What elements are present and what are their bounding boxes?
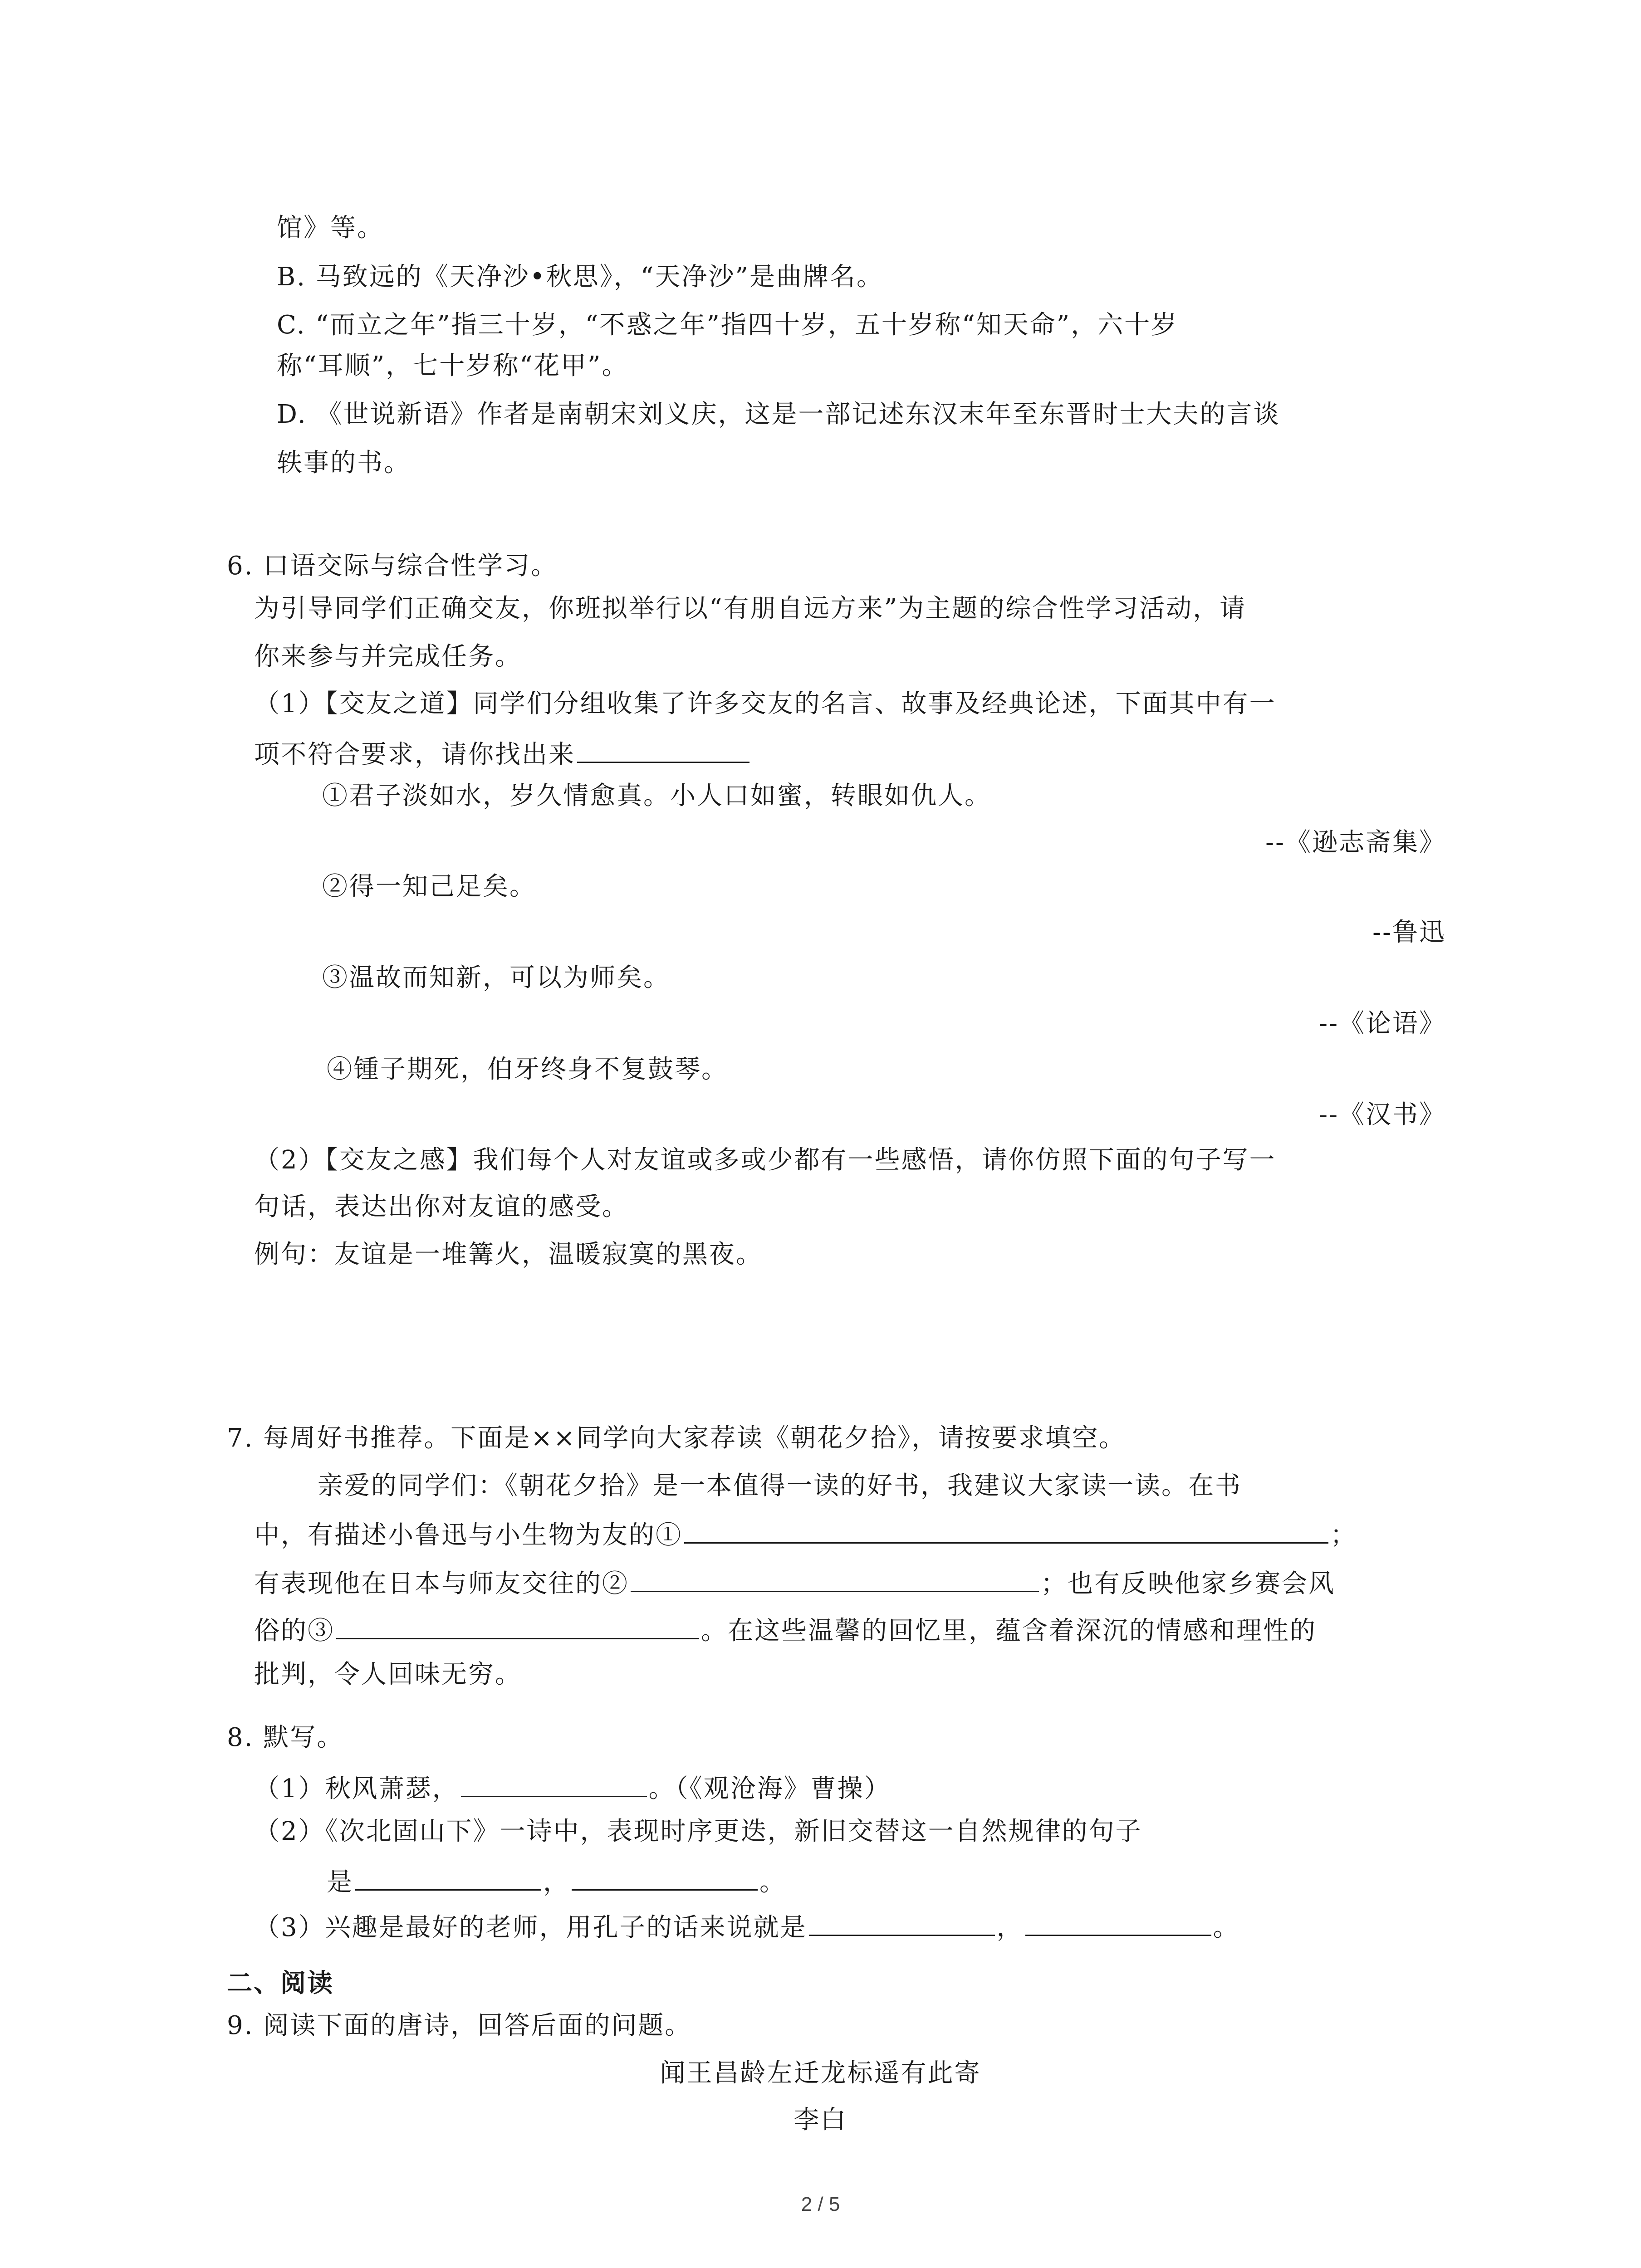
q7-line3-end: ；也有反映他家乡赛会风 bbox=[1041, 1569, 1335, 1598]
q8-item-1-text: （1）秋风萧瑟， bbox=[254, 1774, 459, 1804]
q6-intro-line1: 为引导同学们正确交友，你班拟举行以“有朋自远方来”为主题的综合性学习活动，请 bbox=[254, 594, 1247, 623]
q7-line1: 亲爱的同学们：《朝花夕拾》是一本值得一读的好书，我建议大家读一读。在书 bbox=[318, 1471, 1242, 1501]
q8-item-2-line2 bbox=[327, 1862, 786, 1899]
q8-item-3-end: 。 bbox=[1213, 1913, 1240, 1942]
q6-answer-blank[interactable] bbox=[577, 734, 749, 763]
q5-option-b: B. 马致远的《天净沙•秋思》，“天净沙”是曲牌名。 bbox=[277, 262, 884, 292]
q8-item-3 bbox=[254, 1907, 1240, 1944]
q8-item-2-text: 是 bbox=[327, 1867, 353, 1897]
q6-part2-line2: 句话，表达出你对友谊的感受。 bbox=[254, 1192, 629, 1222]
q7-line4-text: 俗的③ bbox=[254, 1616, 334, 1646]
q7-line5: 批判，令人回味无穷。 bbox=[254, 1660, 522, 1689]
q7-line3-text: 有表现他在日本与师友交往的② bbox=[254, 1569, 629, 1598]
q7-blank-2[interactable] bbox=[631, 1564, 1039, 1592]
q8-blank-1[interactable] bbox=[461, 1769, 647, 1797]
section-heading-reading: 二、阅读 bbox=[227, 1969, 334, 1998]
q5-option-d-line1: D. 《世说新语》作者是南朝宋刘义庆，这是一部记述东汉末年至东晋时士大夫的言谈 bbox=[277, 400, 1280, 429]
q6-title: 6. 口语交际与综合性学习。 bbox=[227, 551, 558, 581]
q7-blank-3[interactable] bbox=[336, 1611, 699, 1639]
q5-option-c-line2: 称“耳顺”，七十岁称“花甲”。 bbox=[277, 351, 629, 381]
q7-line4 bbox=[254, 1611, 1317, 1647]
q6-quote-3-source: --《论语》 bbox=[1319, 1009, 1446, 1038]
q8-item-1 bbox=[254, 1769, 891, 1805]
q6-part1-line2 bbox=[254, 734, 751, 771]
q8-item-3-comma: ， bbox=[996, 1913, 1024, 1942]
q6-part1-prompt: 项不符合要求，请你找出来 bbox=[254, 740, 575, 769]
q7-line2-text: 中，有描述小鲁迅与小生物为友的① bbox=[254, 1520, 682, 1550]
q7-line3 bbox=[254, 1564, 1335, 1600]
poem-title: 闻王昌龄左迁龙标遥有此寄 bbox=[660, 2058, 981, 2088]
q8-blank-3[interactable] bbox=[572, 1862, 758, 1891]
q7-line4-end: 。在这些温馨的回忆里，蕴含着深沉的情感和理性的 bbox=[701, 1616, 1317, 1646]
q6-quote-2: ②得一知己足矣。 bbox=[322, 872, 536, 901]
q8-item-3-text: （3）兴趣是最好的老师，用孔子的话来说就是 bbox=[254, 1913, 807, 1942]
q6-quote-2-source: --鲁迅 bbox=[1372, 918, 1446, 947]
q6-quote-1: ①君子淡如水，岁久情愈真。小人口如蜜，转眼如仇人。 bbox=[322, 781, 991, 811]
q5-option-a-tail: 馆》等。 bbox=[277, 213, 384, 243]
q6-quote-4: ④锺子期死，伯牙终身不复鼓琴。 bbox=[327, 1055, 728, 1084]
q8-item-2-line1: （2）《次北固山下》一诗中，表现时序更迭，新旧交替这一自然规律的句子 bbox=[254, 1817, 1142, 1846]
q8-item-1-end: 。（《观沧海》曹操） bbox=[648, 1774, 891, 1804]
q6-part1-line1: （1）【交友之道】同学们分组收集了许多交友的名言、故事及经典论述，下面其中有一 bbox=[254, 689, 1276, 719]
q8-item-2-end: 。 bbox=[759, 1867, 786, 1897]
q5-option-c-line1: C. “而立之年”指三十岁，“不惑之年”指四十岁，五十岁称“知天命”，六十岁 bbox=[277, 310, 1178, 340]
page-number: 2 / 5 bbox=[801, 2193, 840, 2215]
q6-intro-line2: 你来参与并完成任务。 bbox=[254, 642, 522, 671]
q7-blank-1[interactable] bbox=[684, 1515, 1328, 1544]
q6-part2-line1: （2）【交友之感】我们每个人对友谊或多或少都有一些感悟，请你仿照下面的句子写一 bbox=[254, 1145, 1276, 1175]
q6-quote-4-source: --《汉书》 bbox=[1319, 1100, 1446, 1129]
q6-quote-3: ③温故而知新，可以为师矣。 bbox=[322, 963, 670, 992]
q8-blank-5[interactable] bbox=[1025, 1907, 1211, 1936]
q7-line2 bbox=[254, 1515, 1357, 1552]
q7-line2-end: ； bbox=[1330, 1520, 1357, 1550]
q7-title: 7. 每周好书推荐。下面是××同学向大家荐读《朝花夕拾》，请按要求填空。 bbox=[227, 1423, 1126, 1453]
q8-item-2-comma: ， bbox=[543, 1867, 570, 1897]
q6-example-sentence: 例句：友谊是一堆篝火，温暖寂寞的黑夜。 bbox=[254, 1240, 763, 1269]
q8-blank-2[interactable] bbox=[355, 1862, 541, 1891]
q6-quote-1-source: --《逊志斋集》 bbox=[1265, 828, 1446, 857]
q8-title: 8. 默写。 bbox=[227, 1723, 344, 1752]
q9-title: 9. 阅读下面的唐诗，回答后面的问题。 bbox=[227, 2011, 692, 2040]
q8-blank-4[interactable] bbox=[809, 1907, 995, 1936]
q5-option-d-line2: 轶事的书。 bbox=[277, 448, 411, 478]
poem-author: 李白 bbox=[794, 2105, 847, 2135]
